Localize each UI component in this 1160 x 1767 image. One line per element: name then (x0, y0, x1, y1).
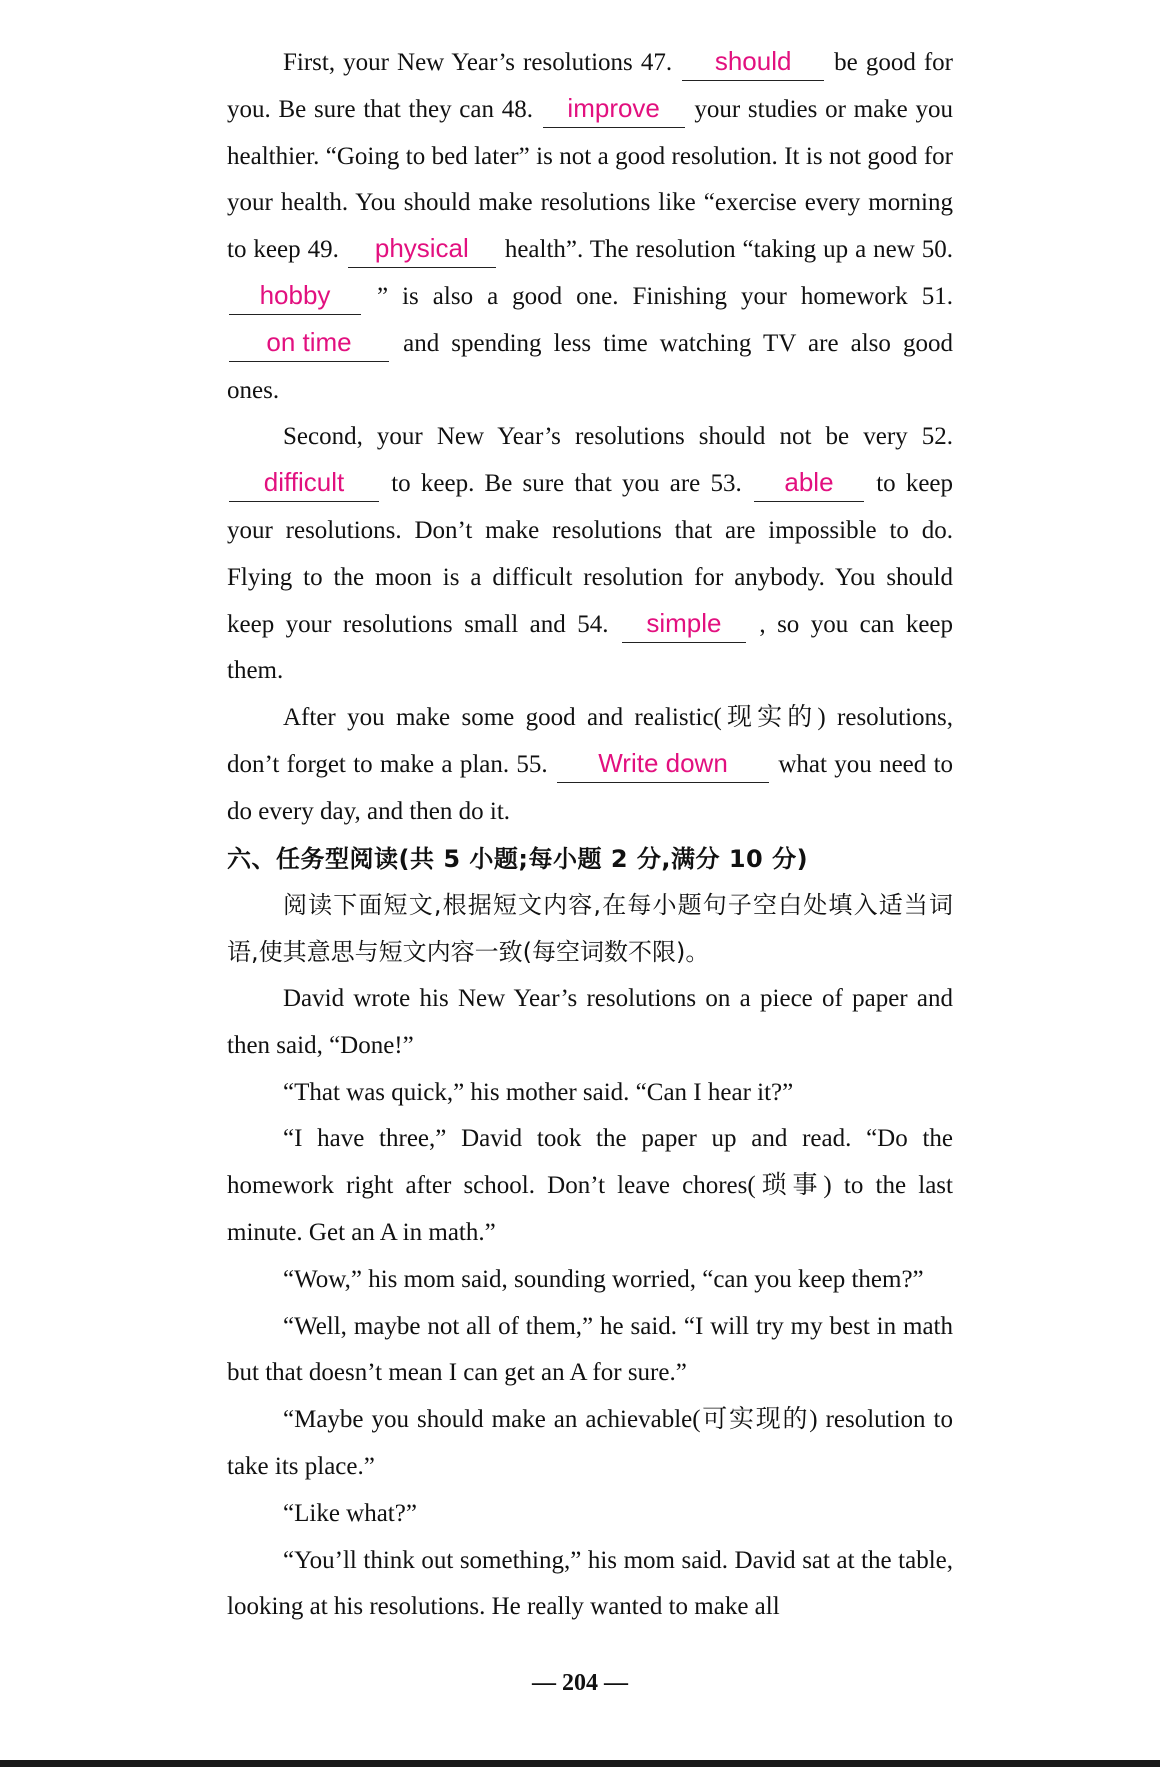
passage2-paragraph: David wrote his New Year’s resolutions on a piece of paper and then said, “Done!” (227, 984, 953, 1059)
passage2-paragraph: “Wow,” his mom said, sounding worried, “can you keep them?” (283, 1265, 924, 1293)
answer-54: simple (646, 607, 722, 638)
text: After you make some good and realistic(现实的) resolutions, don’t forget to make a plan. 55. (227, 704, 953, 778)
passage2-paragraph: “Maybe you should make an achievable(可实现的) resolution to take its place.” (227, 1406, 953, 1480)
blank-54 (622, 606, 746, 643)
answer-52: difficult (263, 467, 345, 498)
text: Second, your New Year’s resolutions should not be very 52. (283, 423, 953, 451)
passage2-paragraph: “Like what?” (283, 1499, 417, 1527)
blank-50 (229, 278, 361, 315)
text: your studies or make you healthier. “Going to bed later” is not a good resolution. It is not good for your health. You should make resolutions like “exercise every morning to keep 49. (227, 95, 953, 264)
passage2-paragraph: “Well, maybe not all of them,” he said. “I will try my best in math but that doesn’t mean I can get an A for sure.” (227, 1312, 953, 1387)
page-number: — 204 — (532, 1670, 628, 1696)
text: , so you can keep them. (227, 610, 954, 685)
answer-50: hobby (259, 279, 331, 310)
passage2-paragraph: “You’ll think out something,” his mom said. David sat at the table, looking at his resolutions. He really wanted to make all (227, 1546, 953, 1621)
bottom-border (0, 1760, 1160, 1767)
passage1-paragraph-3 (227, 695, 953, 835)
section-instruction: 阅读下面短文,根据短文内容,在每小题句子空白处填入适当词语,使其意思与短文内容一致(每空词数不限)。 (227, 891, 953, 967)
section-heading: 六、任务型阅读(共 5 小题;每小题 2 分,满分 10 分) (227, 844, 809, 873)
blank-48 (543, 91, 685, 128)
answer-49: physical (374, 233, 469, 264)
text: ” is also a good one. Finishing your homework 51. (377, 282, 954, 310)
passage1-paragraph-2 (227, 414, 953, 695)
answer-47: should (714, 46, 792, 76)
passage2-paragraph: “That was quick,” his mother said. “Can I hear it?” (283, 1078, 794, 1106)
answer-48: improve (567, 92, 660, 123)
answer-53: able (784, 467, 834, 498)
text: what you need to do every day, and then do it. (227, 750, 954, 825)
blank-55 (557, 746, 769, 783)
blank-47 (682, 44, 824, 81)
passage1-paragraph-1 (227, 40, 953, 414)
text: to keep your resolutions. Don’t make resolutions that are impossible to do. Flying to the moon is a difficult resolution for anybody. You should keep your resolutions small and 54. (227, 470, 954, 638)
answer-51: on time (266, 326, 352, 357)
page-content (227, 40, 953, 1631)
answer-55: Write down (598, 747, 728, 778)
passage2-paragraph: “I have three,” David took the paper up and read. “Do the homework right after school. Don’t leave chores(琐事) to the last minute. Get an A in math.” (227, 1125, 953, 1246)
text: and spending less time watching TV are also good ones. (227, 329, 953, 404)
blank-52 (229, 465, 379, 502)
text: First, your New Year’s resolutions 47. (283, 49, 673, 76)
blank-53 (754, 465, 864, 502)
blank-51 (229, 325, 389, 362)
text: to keep. Be sure that you are 53. (391, 470, 742, 498)
text: health”. The resolution “taking up a new 50. (504, 236, 954, 264)
blank-49 (348, 231, 496, 268)
text: be good for you. Be sure that they can 48. (227, 49, 954, 123)
